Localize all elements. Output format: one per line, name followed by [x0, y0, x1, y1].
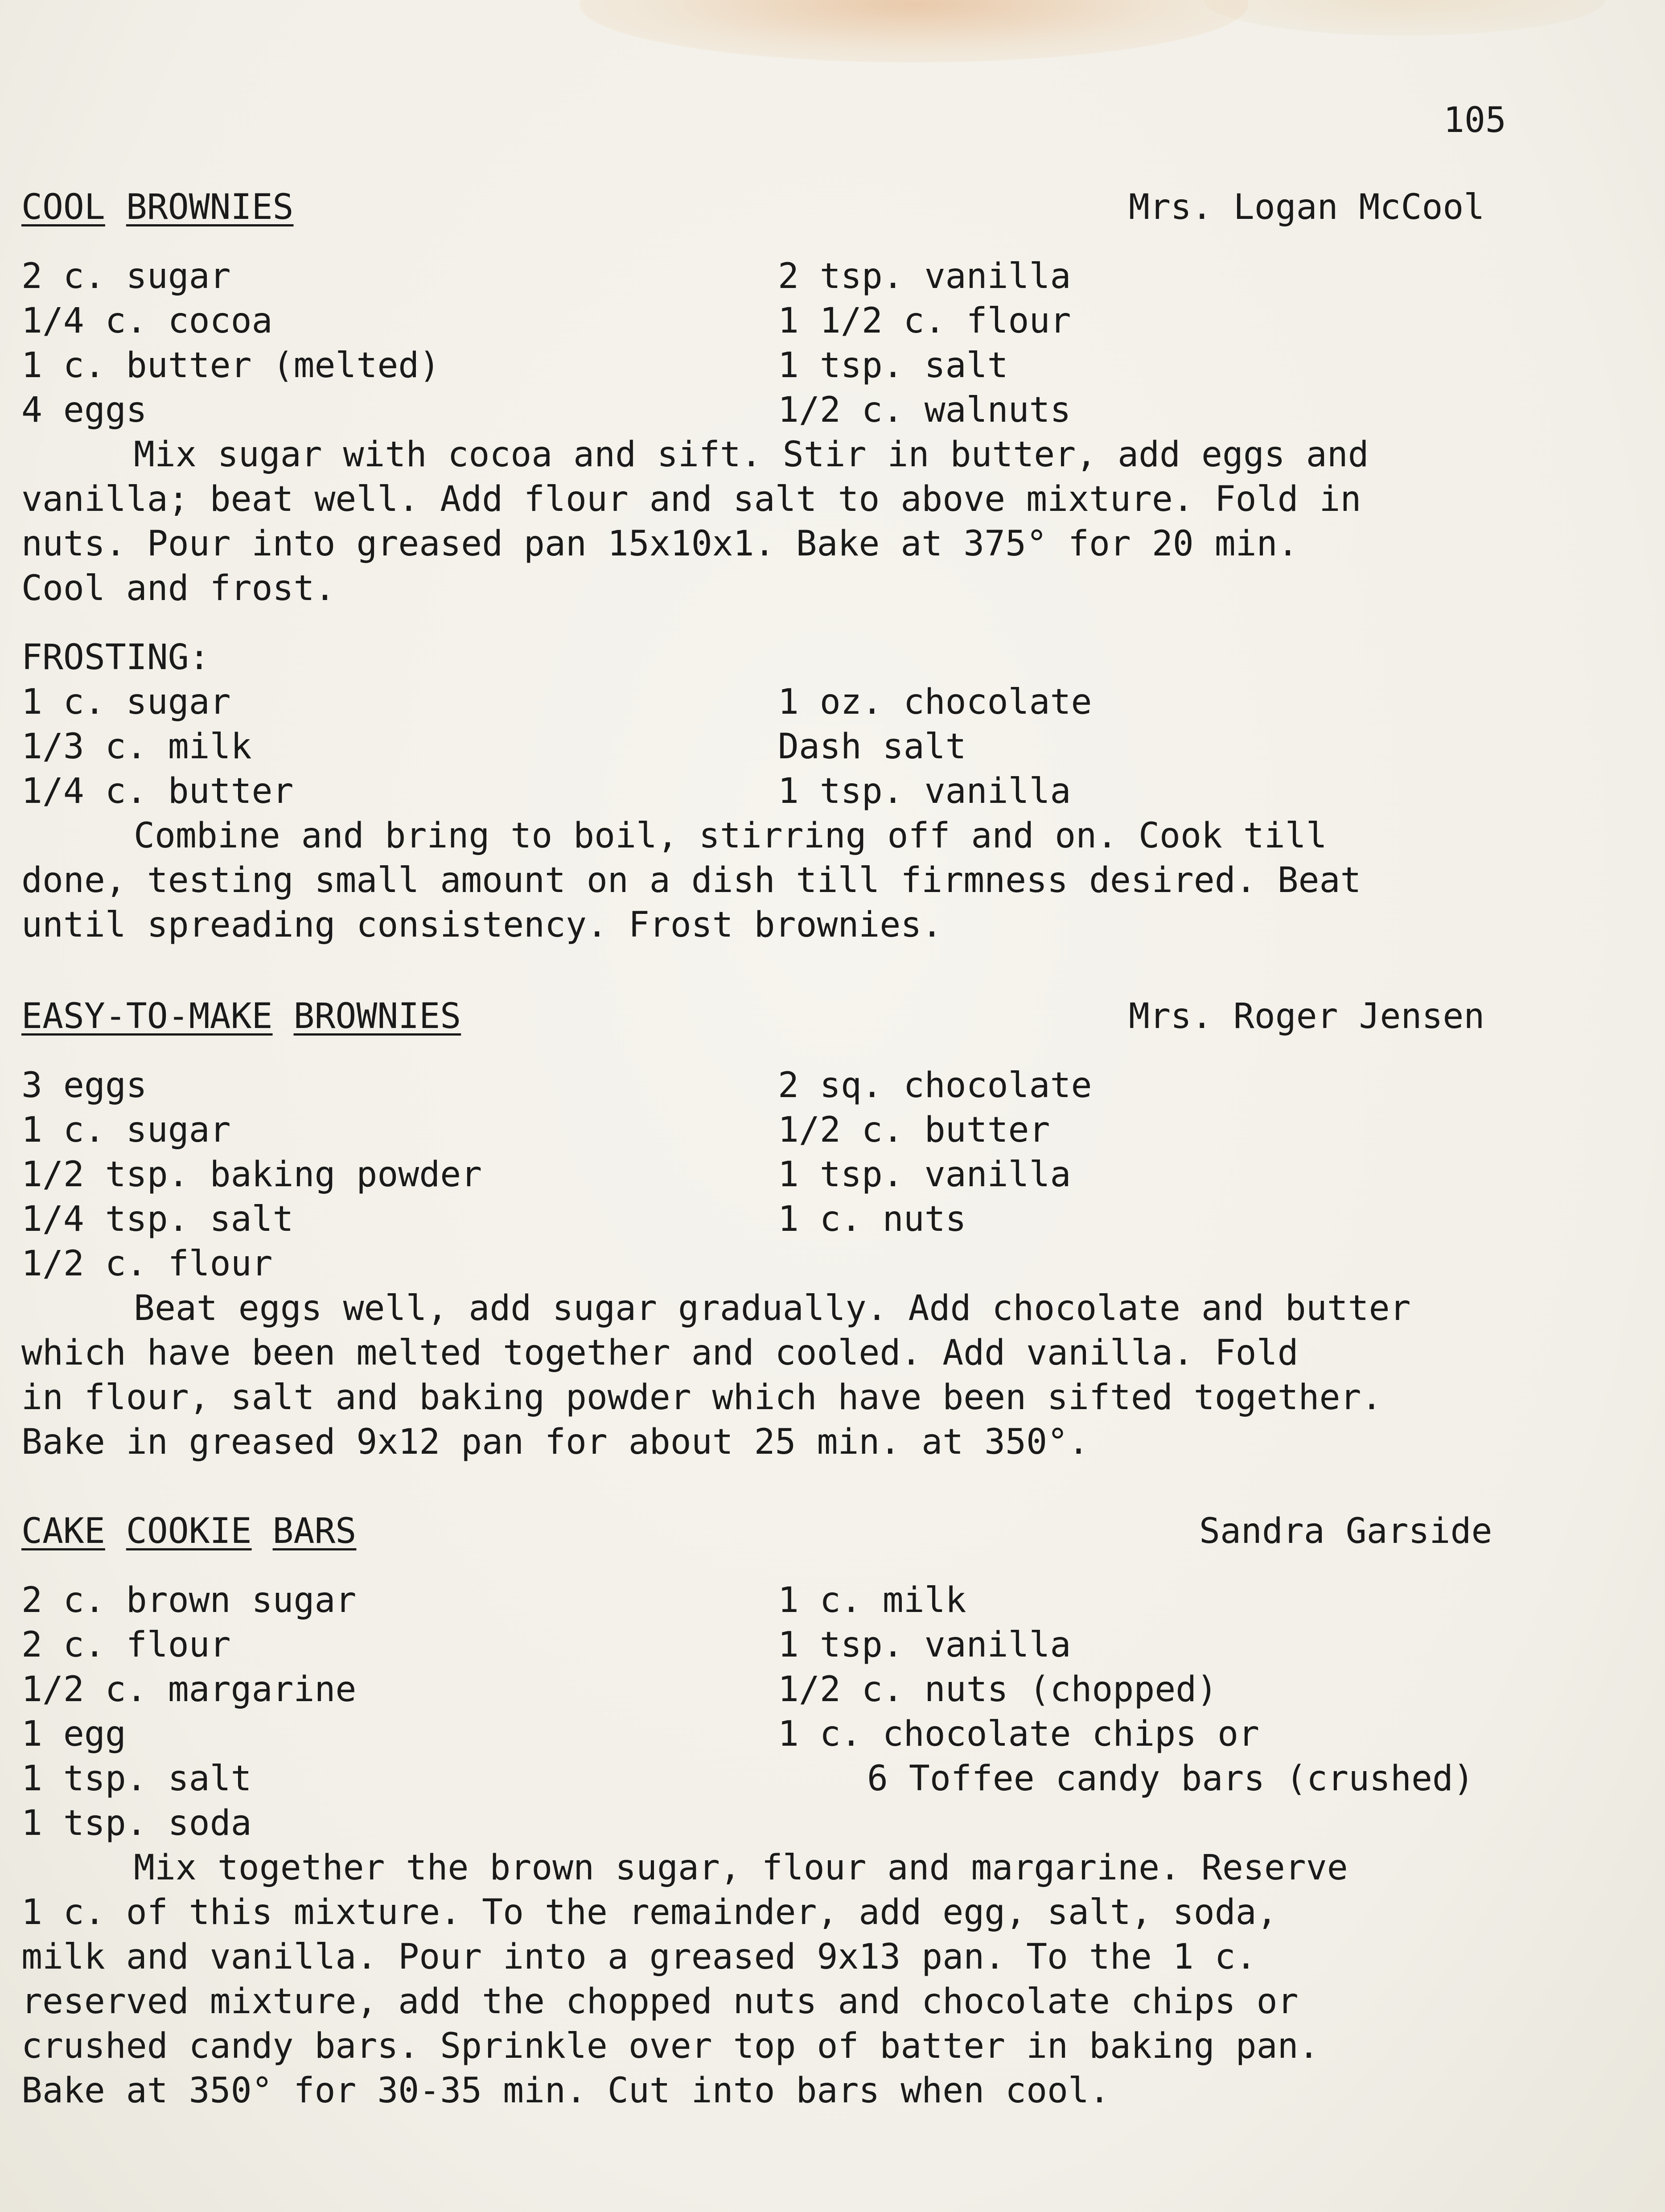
title-word: COOKIE [126, 1511, 252, 1551]
title-word: EASY-TO-MAKE [21, 996, 273, 1036]
ingredient-right: 1 tsp. vanilla [778, 1155, 1071, 1195]
ingredient-right: 6 Toffee candy bars (crushed) [867, 1759, 1474, 1799]
direction-line: in flour, salt and baking powder which have been sifted together. [21, 1377, 1382, 1418]
ingredient-left: 2 c. sugar [21, 256, 231, 296]
ingredient-left: 1 c. sugar [21, 1110, 231, 1150]
ingredient-left: 4 eggs [21, 390, 147, 430]
title-word: BROWNIES [293, 996, 461, 1036]
title-word: BARS [272, 1511, 357, 1551]
direction-line: done, testing small amount on a dish till firmness desired. Beat [21, 860, 1361, 900]
ingredient-left: 1/2 c. margarine [21, 1669, 357, 1710]
ingredient-left: 1 egg [21, 1714, 126, 1754]
direction-line: reserved mixture, add the chopped nuts and chocolate chips or [21, 1982, 1299, 2022]
ingredient-left: 1/2 tsp. baking powder [21, 1155, 482, 1195]
ingredient-right: 1/2 c. butter [778, 1110, 1050, 1150]
recipe-author: Sandra Garside [1199, 1511, 1492, 1551]
direction-line: until spreading consistency. Frost brownies. [21, 905, 943, 945]
ingredient-right: 2 sq. chocolate [778, 1065, 1092, 1106]
ingredient-right: Dash salt [778, 727, 966, 767]
ingredient-right: 1 c. nuts [778, 1199, 966, 1239]
direction-line: vanilla; beat well. Add flour and salt to above mixture. Fold in [21, 479, 1361, 519]
page-number: 105 [1443, 100, 1506, 140]
direction-line: Combine and bring to boil, stirring off and on. Cook till [134, 816, 1327, 856]
direction-line: which have been melted together and cooled. Add vanilla. Fold [21, 1333, 1299, 1373]
ingredient-right: 1 tsp. vanilla [778, 1625, 1071, 1665]
direction-line: Mix together the brown sugar, flour and margarine. Reserve [134, 1848, 1348, 1888]
ingredient-right: 1 c. milk [778, 1580, 966, 1620]
paper-stain [580, 0, 1248, 62]
direction-line: Cool and frost. [21, 568, 336, 609]
ingredient-right: 1/2 c. nuts (chopped) [778, 1669, 1218, 1710]
ingredient-left: 1/4 c. butter [21, 771, 294, 811]
recipe-author: Mrs. Logan McCool [1129, 187, 1485, 227]
ingredient-right: 1 tsp. vanilla [778, 771, 1071, 811]
direction-line: 1 c. of this mixture. To the remainder, add egg, salt, soda, [21, 1892, 1278, 1932]
recipe-title-cake-cookie-bars [21, 1509, 356, 1554]
title-word: COOL [21, 187, 105, 227]
direction-line: Bake in greased 9x12 pan for about 25 min. at 350°. [21, 1422, 1089, 1462]
ingredient-left: 1/4 tsp. salt [21, 1199, 294, 1239]
ingredient-left: 1/4 c. cocoa [21, 301, 273, 341]
direction-line: milk and vanilla. Pour into a greased 9x13 pan. To the 1 c. [21, 1937, 1257, 1977]
frosting-heading: FROSTING: [21, 637, 210, 678]
ingredient-left: 1/3 c. milk [21, 727, 252, 767]
title-word: CAKE [21, 1511, 105, 1551]
recipe-title-cool-brownies [21, 185, 294, 230]
ingredient-left: 1 c. butter (melted) [21, 345, 440, 386]
ingredient-left: 2 c. brown sugar [21, 1580, 357, 1620]
ingredient-right: 1 c. chocolate chips or [778, 1714, 1260, 1754]
direction-line: Mix sugar with cocoa and sift. Stir in butter, add eggs and [134, 435, 1369, 475]
ingredient-left: 1/2 c. flour [21, 1244, 273, 1284]
ingredient-left: 1 tsp. soda [21, 1803, 252, 1843]
ingredient-left: 3 eggs [21, 1065, 147, 1106]
ingredient-right: 1/2 c. walnuts [778, 390, 1071, 430]
paper-stain-secondary [1204, 0, 1605, 36]
ingredient-right: 1 oz. chocolate [778, 682, 1092, 722]
ingredient-left: 1 c. sugar [21, 682, 231, 722]
recipe-author: Mrs. Roger Jensen [1129, 996, 1485, 1036]
direction-line: crushed candy bars. Sprinkle over top of batter in baking pan. [21, 2026, 1320, 2066]
ingredient-right: 2 tsp. vanilla [778, 256, 1071, 296]
direction-line: Beat eggs well, add sugar gradually. Add chocolate and butter [134, 1288, 1411, 1328]
ingredient-right: 1 tsp. salt [778, 345, 1008, 386]
ingredient-right: 1 1/2 c. flour [778, 301, 1071, 341]
title-word: BROWNIES [126, 187, 294, 227]
ingredient-left: 1 tsp. salt [21, 1759, 252, 1799]
recipe-title-easy-to-make-brownies [21, 994, 461, 1039]
direction-line: nuts. Pour into greased pan 15x10x1. Bake at 375° for 20 min. [21, 524, 1299, 564]
ingredient-left: 2 c. flour [21, 1625, 231, 1665]
direction-line: Bake at 350° for 30-35 min. Cut into bars when cool. [21, 2071, 1110, 2111]
